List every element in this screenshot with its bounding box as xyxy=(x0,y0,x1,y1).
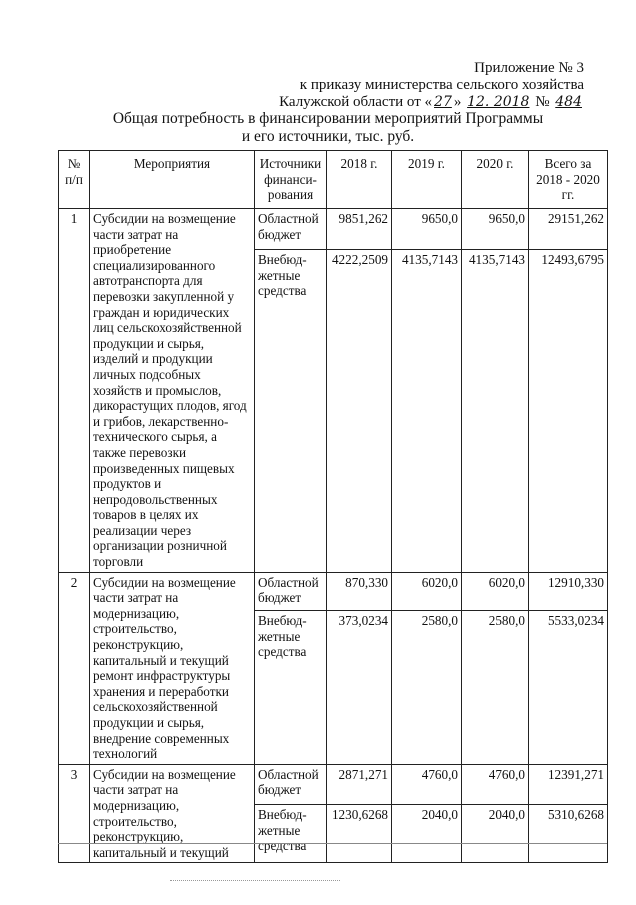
header-2018: 2018 г. xyxy=(327,151,392,209)
order-reference: к приказу министерства сельского хозяйства xyxy=(299,77,584,93)
header-num: № п/п xyxy=(59,151,90,209)
header-2020: 2020 г. xyxy=(462,151,529,209)
source-name: Областной бюджет xyxy=(255,572,327,610)
value-2020: 6020,0 xyxy=(462,572,529,610)
value-2018: 1230,6268 xyxy=(327,805,392,863)
header-measure: Мероприятия xyxy=(90,151,255,209)
appendix-label: Приложение № 3 xyxy=(474,60,584,76)
page-title xyxy=(60,110,596,146)
order-number-prefix: № xyxy=(531,94,554,110)
value-total: 5533,0234 xyxy=(529,611,608,765)
order-date-line xyxy=(279,94,584,111)
title-line-2: и его источники, тыс. руб. xyxy=(241,128,415,145)
value-2020: 4135,7143 xyxy=(462,250,529,573)
table-row xyxy=(59,764,608,804)
value-2020: 4760,0 xyxy=(462,764,529,804)
value-total: 29151,262 xyxy=(529,209,608,250)
value-2018: 4222,2509 xyxy=(327,250,392,573)
source-name: Внебюд-жетные средства xyxy=(255,250,327,573)
value-2020: 2040,0 xyxy=(462,805,529,863)
funding-table xyxy=(58,150,608,863)
value-2019: 2040,0 xyxy=(392,805,462,863)
source-name: Областной бюджет xyxy=(255,209,327,250)
value-2019: 4760,0 xyxy=(392,764,462,804)
value-2020: 9650,0 xyxy=(462,209,529,250)
measure-text: Субсидии на возмещение части затрат на приобретение специализированного автотранспорта для перевозки закупленной у граждан и юридических лиц сельскохозяйственной продукции и сырья, изделий и продукции личных подсобных хозяйств и промыслов, дикорастущих плодов, ягод и грибов, лекарственно-технического сырья, а также перевозки произведенных пищевых продуктов и непродовольственных товаров в целях их реализации через организации розничной торговли xyxy=(90,209,255,573)
measure-text: Субсидии на возмещение части затрат на модернизацию, строительство, реконструкцию, капитальный и текущий ремонт инфраструктуры хранения и переработки сельскохозяйственной продукции и сырья, внедрение современных технологий xyxy=(90,572,255,764)
source-name: Внебюд-жетные средства xyxy=(255,805,327,863)
document-header xyxy=(279,60,584,111)
value-2018: 373,0234 xyxy=(327,611,392,765)
value-total: 5310,6268 xyxy=(529,805,608,863)
header-source: Источники финанси-рования xyxy=(255,151,327,209)
value-total: 12493,6795 xyxy=(529,250,608,573)
measure-text: Субсидии на возмещение части затрат на модернизацию, строительство, реконструкцию, капитальный и текущий xyxy=(90,764,255,863)
header-2019: 2019 г. xyxy=(392,151,462,209)
order-month-year: 12. 2018 xyxy=(467,94,530,110)
source-name: Областной бюджет xyxy=(255,764,327,804)
header-total: Всего за 2018 - 2020 гг. xyxy=(529,151,608,209)
value-2020: 2580,0 xyxy=(462,611,529,765)
value-2018: 2871,271 xyxy=(327,764,392,804)
table-row xyxy=(59,209,608,250)
value-2019: 4135,7143 xyxy=(392,250,462,573)
order-date-prefix: Калужской области от « xyxy=(279,94,433,110)
order-number: 484 xyxy=(555,94,582,110)
order-date-mid: » xyxy=(453,94,466,110)
scan-artifact xyxy=(170,880,340,881)
source-name: Внебюд-жетные средства xyxy=(255,611,327,765)
page-bottom-rule xyxy=(58,843,607,844)
value-2019: 9650,0 xyxy=(392,209,462,250)
table-row xyxy=(59,572,608,610)
row-number: 3 xyxy=(59,764,90,863)
value-2018: 9851,262 xyxy=(327,209,392,250)
title-line-1: Общая потребность в финансировании мероприятий Программы xyxy=(112,110,544,127)
table-header-row xyxy=(59,151,608,209)
order-day: 27 xyxy=(434,94,452,110)
row-number: 1 xyxy=(59,209,90,573)
value-2019: 6020,0 xyxy=(392,572,462,610)
value-2019: 2580,0 xyxy=(392,611,462,765)
value-total: 12391,271 xyxy=(529,764,608,804)
value-total: 12910,330 xyxy=(529,572,608,610)
row-number: 2 xyxy=(59,572,90,764)
value-2018: 870,330 xyxy=(327,572,392,610)
